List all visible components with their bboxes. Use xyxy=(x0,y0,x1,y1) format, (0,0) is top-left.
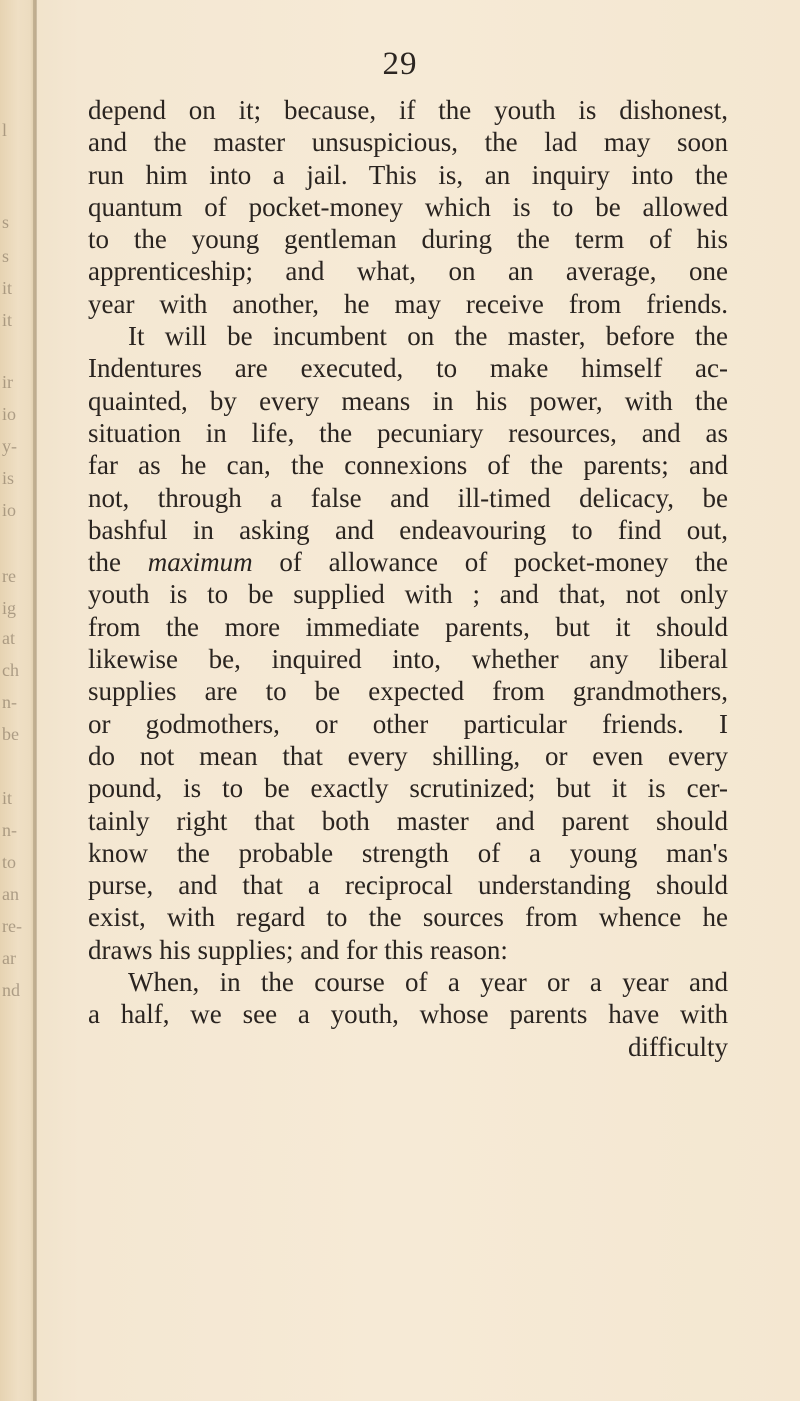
text-line: pound, is to be exactly scrutinized; but it is cer- xyxy=(88,773,728,804)
text-line: not, through a false and ill-timed delicacy, be xyxy=(88,482,728,513)
bleed-fragment: re- xyxy=(2,916,22,936)
bleed-fragment: y- xyxy=(2,436,17,456)
text-line: likewise be, inquired into, whether any liberal xyxy=(88,644,728,675)
bleed-fragment: nd xyxy=(2,980,20,1000)
bleed-fragment: l xyxy=(2,120,8,140)
bleed-fragment: it xyxy=(2,788,13,808)
text-line: supplies are to be expected from grandmothers, xyxy=(88,676,728,707)
italic-term: maximum xyxy=(147,547,253,578)
paragraph-start-line: It will be incumbent on the master, before the xyxy=(128,321,728,352)
binding-shadow xyxy=(33,0,37,1401)
bleed-fragment: is xyxy=(2,468,15,488)
text-line: purse, and that a reciprocal understanding should xyxy=(88,870,728,901)
text-line: exist, with regard to the sources from whence he xyxy=(88,902,728,933)
text-line: youth is to be supplied with ; and that, not only xyxy=(88,579,728,610)
text-fragment: of allowance of pocket-money the xyxy=(279,547,729,578)
text-line: run him into a jail. This is, an inquiry into the xyxy=(88,159,728,190)
text-line: depend on it; because, if the youth is dishonest, xyxy=(88,95,728,125)
bleed-fragment: s xyxy=(2,212,10,232)
bleed-fragment: io xyxy=(2,404,17,424)
bleed-fragment: n- xyxy=(2,820,17,840)
bleed-fragment: to xyxy=(2,852,17,872)
paragraph-start-line: When, in the course of a year or a year and xyxy=(128,967,728,998)
bleed-fragment: s xyxy=(2,246,10,266)
text-line: or godmothers, or other particular friends. I xyxy=(88,708,728,739)
bleed-fragment: ig xyxy=(2,598,17,618)
bleed-fragment: at xyxy=(2,628,15,648)
bleed-fragment: ar xyxy=(2,948,16,968)
text-line: know the probable strength of a young man's xyxy=(88,837,728,868)
text-line: do not mean that every shilling, or even every xyxy=(88,740,728,771)
bleed-fragment: an xyxy=(2,884,19,904)
text-line: Indentures are executed, to make himself ac- xyxy=(88,353,728,384)
bleed-fragment: re xyxy=(2,566,16,586)
bleed-fragment: io xyxy=(2,500,17,520)
bleed-fragment: n- xyxy=(2,692,17,712)
bleed-fragment: it xyxy=(2,278,13,298)
bleed-fragment: be xyxy=(2,724,19,744)
facing-page-bleed xyxy=(0,0,30,1401)
body-text xyxy=(88,94,728,1063)
text-fragment: the xyxy=(88,547,121,578)
catchword: difficulty xyxy=(628,1031,728,1062)
text-line: far as he can, the connexions of the parents; and xyxy=(88,450,728,481)
text-line: to the young gentleman during the term of his xyxy=(88,224,728,255)
text-line: and the master unsuspicious, the lad may soon xyxy=(88,127,728,158)
bleed-fragment: it xyxy=(2,310,13,330)
text-line: apprenticeship; and what, on an average, one xyxy=(88,256,728,287)
text-line: quainted, by every means in his power, with the xyxy=(88,385,728,416)
text-line: year with another, he may receive from friends. xyxy=(88,288,728,319)
page-number: 29 xyxy=(382,46,418,82)
text-line: a half, we see a youth, whose parents have with xyxy=(88,999,728,1030)
text-line-with-italic xyxy=(88,546,728,578)
text-line: situation in life, the pecuniary resources, and as xyxy=(88,417,728,448)
text-line: bashful in asking and endeavouring to find out, xyxy=(88,514,728,545)
text-line: quantum of pocket-money which is to be allowed xyxy=(88,191,728,222)
text-line: from the more immediate parents, but it should xyxy=(88,611,728,642)
bleed-fragment: ch xyxy=(2,660,19,680)
paragraph-end-line: draws his supplies; and for this reason: xyxy=(88,934,508,965)
text-line: tainly right that both master and parent should xyxy=(88,805,728,836)
bleed-fragment: ir xyxy=(2,372,13,392)
